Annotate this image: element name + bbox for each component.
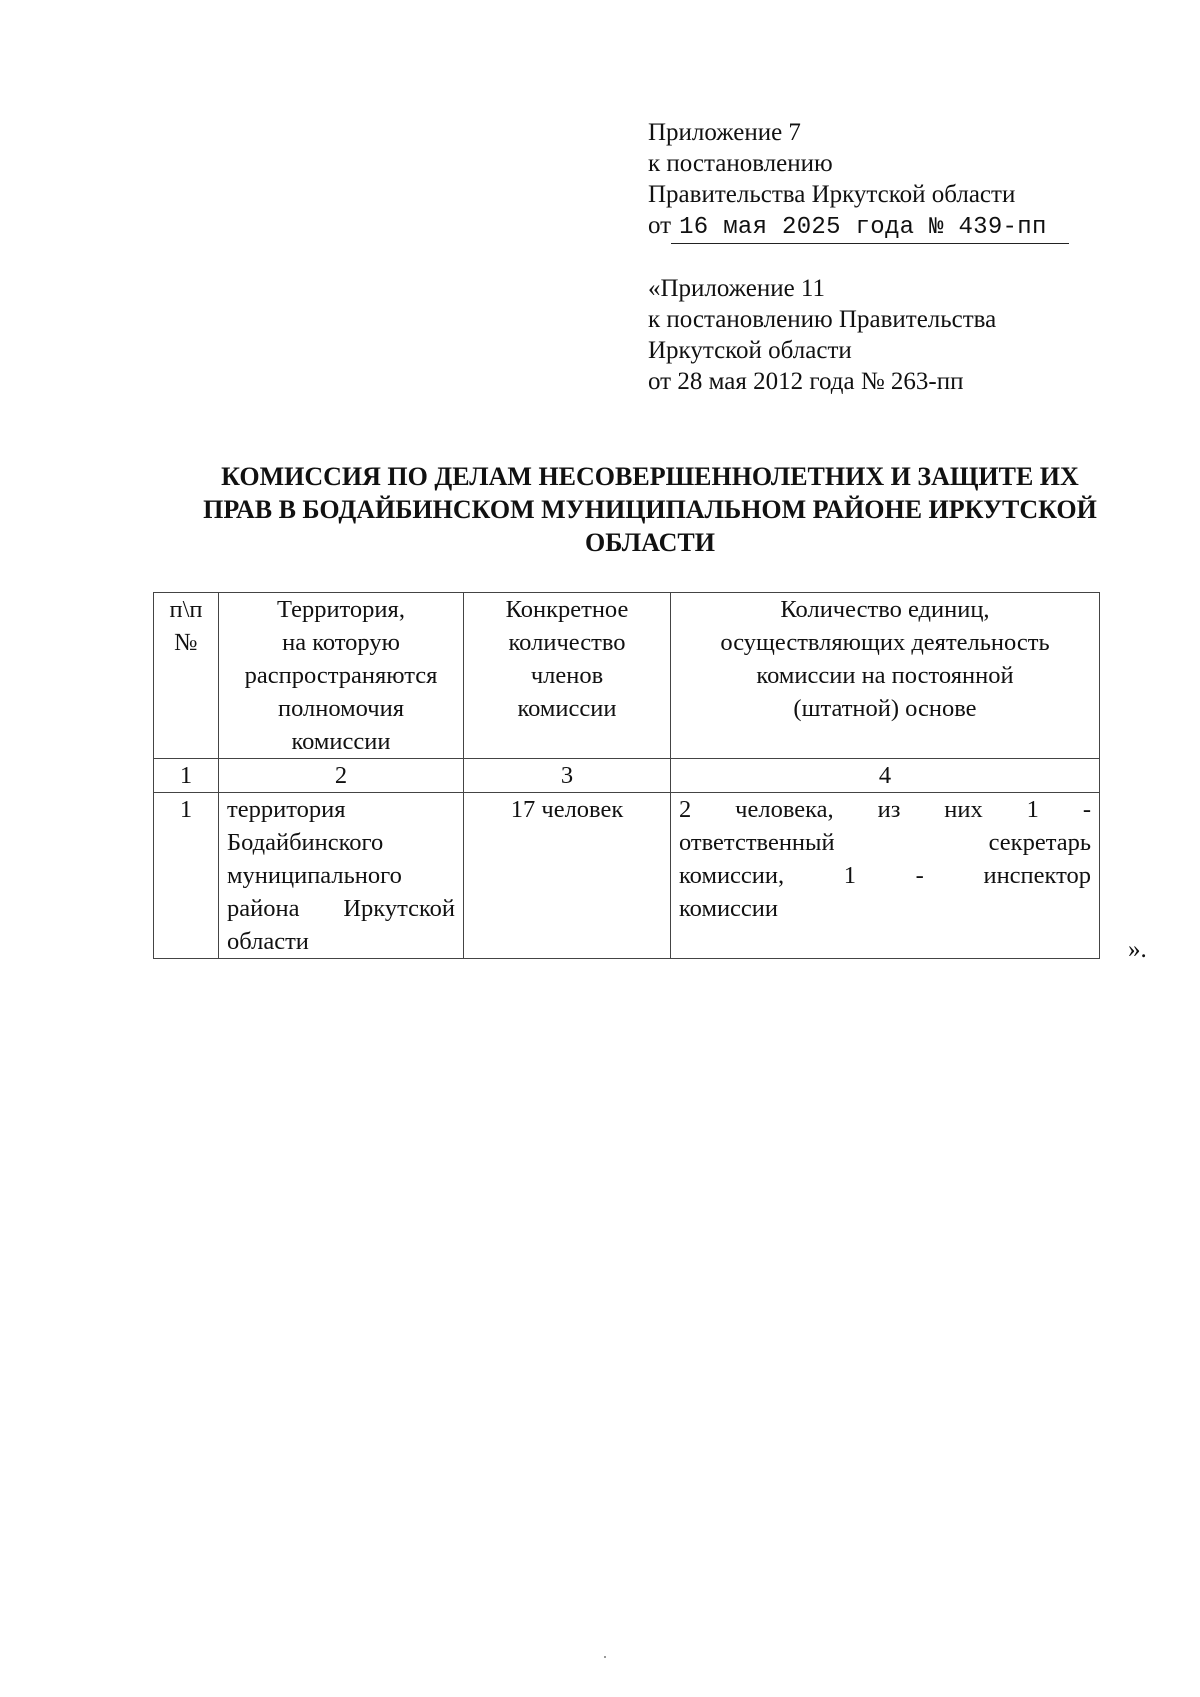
appendix-line: «Приложение 11 — [648, 275, 826, 302]
cell-line: комиссии — [679, 895, 779, 922]
header-line: п\п — [169, 596, 203, 623]
date-prefix: от — [648, 212, 672, 239]
header-line: осуществляющих деятельность — [720, 629, 1050, 656]
column-number: 1 — [154, 759, 219, 793]
table-header-row — [154, 593, 1100, 759]
appendix-current-reference — [648, 117, 1069, 244]
row-number: 1 — [154, 793, 219, 959]
appendix-original-reference — [648, 273, 996, 397]
header-cell-staff — [671, 593, 1100, 759]
cell-line: территория — [227, 796, 346, 823]
header-line: комиссии — [291, 728, 391, 755]
header-line: № — [174, 629, 198, 656]
appendix-date-line — [648, 210, 1069, 244]
document-title — [150, 460, 1150, 559]
cell-line: области — [227, 928, 309, 955]
cell-line: ответственный секретарь — [679, 829, 1091, 856]
column-number: 4 — [671, 759, 1100, 793]
header-line: (штатной) основе — [793, 695, 977, 722]
column-number: 2 — [219, 759, 464, 793]
header-cell-territory — [219, 593, 464, 759]
title-line: ПРАВ В БОДАЙБИНСКОМ МУНИЦИПАЛЬНОМ РАЙОНЕ ИРКУТСКОЙ — [203, 495, 1097, 524]
header-line: комиссии — [517, 695, 617, 722]
header-cell-number — [154, 593, 219, 759]
appendix-line: от 28 мая 2012 года № 263-пп — [648, 368, 964, 395]
header-line: Конкретное — [505, 596, 629, 623]
column-number-row — [154, 759, 1100, 793]
appendix-line: Правительства Иркутской области — [648, 181, 1016, 208]
commission-table — [153, 592, 1100, 959]
header-line: Количество единиц, — [780, 596, 990, 623]
column-number: 3 — [464, 759, 671, 793]
header-line: полномочия — [278, 695, 404, 722]
header-line: распространяются — [244, 662, 438, 689]
header-line: членов — [530, 662, 604, 689]
header-line: комиссии на постоянной — [756, 662, 1014, 689]
cell-line: района Иркутской — [227, 895, 455, 922]
table-row — [154, 793, 1100, 959]
appendix-line: к постановлению — [648, 150, 833, 177]
header-line: Территория, — [277, 596, 405, 623]
cell-line: муниципального — [227, 862, 402, 889]
title-line: ОБЛАСТИ — [585, 528, 715, 557]
header-cell-members — [464, 593, 671, 759]
date-and-number: 16 мая 2025 года № 439-пп — [671, 212, 1069, 244]
scan-speck — [604, 1656, 606, 1658]
staff-cell — [671, 793, 1100, 959]
cell-line: комиссии, 1 - инспектор — [679, 862, 1091, 889]
appendix-line: Иркутской области — [648, 337, 852, 364]
closing-quote: ». — [1128, 936, 1147, 963]
cell-line: 2 человека, из них 1 - — [679, 796, 1091, 823]
header-line: на которую — [282, 629, 400, 656]
title-line: КОМИССИЯ ПО ДЕЛАМ НЕСОВЕРШЕННОЛЕТНИХ И ЗАЩИТЕ ИХ — [221, 462, 1079, 491]
territory-cell — [219, 793, 464, 959]
header-line: количество — [508, 629, 626, 656]
cell-line: Бодайбинского — [227, 829, 384, 856]
appendix-line: к постановлению Правительства — [648, 306, 997, 333]
appendix-line: Приложение 7 — [648, 119, 801, 146]
members-cell: 17 человек — [464, 793, 671, 959]
